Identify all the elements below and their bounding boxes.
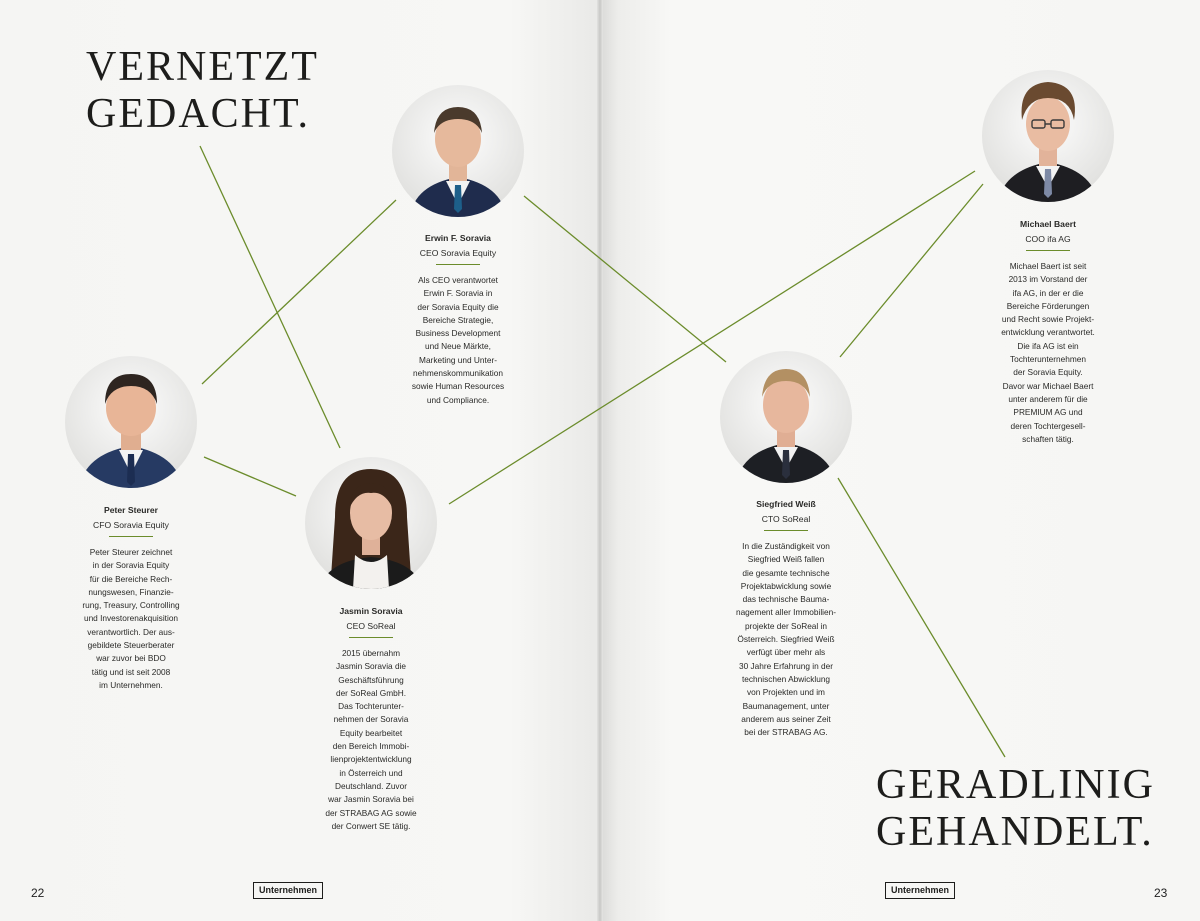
- bio-line: Geschäftsführung: [338, 674, 404, 685]
- page-number-left: 22: [31, 886, 45, 900]
- headline-left: [86, 44, 319, 138]
- bio-line: den Bereich Immobi-: [332, 741, 410, 752]
- bio-line: die gesamte technische: [742, 567, 830, 578]
- connector-line: [200, 146, 340, 448]
- bio-line: nehmen der Soravia: [333, 714, 409, 725]
- connector-line: [840, 184, 983, 357]
- bio-line: rung, Treasury, Controlling: [82, 600, 180, 611]
- bio-line: Die ifa AG ist ein: [1017, 340, 1079, 351]
- person-name: Siegfried Weiß: [756, 499, 816, 509]
- bio-line: Baumanagement, unter: [742, 700, 830, 711]
- bio-line: Als CEO verantwortet: [418, 275, 498, 285]
- bio-line: Bereiche Förderungen: [1006, 300, 1090, 311]
- bio-line: der Conwert SE tätig.: [331, 820, 411, 831]
- person-bio: [963, 260, 1133, 446]
- person-bio: [46, 546, 216, 692]
- bio-line: der Soravia Equity die: [417, 301, 499, 312]
- bio-line: war zuvor bei BDO: [96, 653, 166, 664]
- name-underline: [109, 536, 153, 537]
- connector-line: [204, 457, 296, 496]
- profile-peter-steurer: [46, 505, 216, 692]
- bio-line: gebildete Steuerberater: [87, 640, 175, 651]
- connector-line: [202, 200, 396, 384]
- bio-line: in der Soravia Equity: [92, 560, 170, 571]
- bio-line: unter anderem für die: [1008, 393, 1088, 404]
- bio-line: Marketing und Unter-: [419, 354, 497, 365]
- connector-line: [524, 196, 726, 362]
- bio-line: Das Tochterunter-: [338, 701, 404, 712]
- bio-line: lienprojektentwicklung: [330, 754, 412, 765]
- bio-line: nungswesen, Finanzie-: [88, 586, 174, 597]
- name-underline: [436, 264, 480, 265]
- name-underline: [349, 637, 393, 638]
- profile-erwin-soravia: [373, 233, 543, 407]
- bio-line: im Unternehmen.: [99, 679, 163, 690]
- bio-line: entwicklung verantwortet.: [1001, 327, 1095, 338]
- person-role: CTO SoReal: [761, 514, 811, 524]
- bio-line: 2015 übernahm: [341, 648, 401, 658]
- bio-line: Österreich. Siegfried Weiß: [737, 634, 835, 645]
- bio-line: tätig und ist seit 2008: [91, 666, 171, 677]
- bio-line: 30 Jahre Erfahrung in der: [738, 660, 834, 671]
- portrait-peter-steurer: [65, 356, 197, 488]
- bio-line: und Investorenakquisition: [83, 613, 179, 624]
- bio-line: anderem aus seiner Zeit: [741, 713, 831, 724]
- bio-line: Deutschland. Zuvor: [335, 780, 407, 791]
- headline-line: GEDACHT.: [86, 91, 311, 138]
- person-role: CFO Soravia Equity: [93, 520, 169, 530]
- bio-line: 2013 im Vorstand der: [1008, 274, 1088, 285]
- profile-jasmin-soravia: [286, 606, 456, 833]
- bio-line: Davor war Michael Baert: [1002, 380, 1094, 391]
- section-tag-right: Unternehmen: [885, 882, 955, 899]
- bio-line: Equity bearbeitet: [339, 727, 403, 738]
- bio-line: Erwin F. Soravia in: [423, 288, 493, 299]
- bio-line: nagement aller Immobilien-: [735, 607, 837, 618]
- bio-line: von Projekten und im: [747, 687, 825, 698]
- bio-line: der SoReal GmbH.: [335, 687, 407, 698]
- bio-line: der STRABAG AG sowie: [325, 807, 417, 818]
- bio-line: und Neue Märkte,: [425, 341, 491, 352]
- portrait-erwin-soravia: [392, 85, 524, 217]
- bio-line: bei der STRABAG AG.: [744, 727, 828, 738]
- bio-line: und Compliance.: [426, 394, 490, 405]
- bio-line: Tochterunternehmen: [1009, 354, 1087, 365]
- page-number-right: 23: [1154, 886, 1168, 900]
- portrait-michael-baert: [982, 70, 1114, 202]
- profile-michael-baert: [963, 219, 1133, 446]
- bio-line: für die Bereiche Rech-: [89, 573, 173, 584]
- name-underline: [764, 530, 808, 531]
- person-role: CEO SoReal: [346, 621, 396, 631]
- bio-line: Projektabwicklung sowie: [740, 580, 832, 591]
- bio-line: verantwortlich. Der aus-: [87, 626, 175, 637]
- bio-line: das technische Bauma-: [742, 594, 830, 605]
- person-bio: [373, 274, 543, 407]
- bio-line: Bereiche Strategie,: [422, 314, 494, 325]
- bio-line: Jasmin Soravia die: [335, 661, 407, 672]
- section-tag-left: Unternehmen: [253, 882, 323, 899]
- bio-line: schaften tätig.: [1022, 433, 1074, 444]
- bio-line: Michael Baert ist seit: [1009, 261, 1087, 271]
- bio-line: projekte der SoReal in: [744, 620, 828, 631]
- bio-line: Siegfried Weiß fallen: [747, 554, 825, 565]
- bio-line: und Recht sowie Projekt-: [1001, 314, 1095, 325]
- name-underline: [1026, 250, 1070, 251]
- bio-line: technischen Abwicklung: [741, 673, 831, 684]
- headline-right: [876, 762, 1155, 856]
- person-bio: [286, 647, 456, 833]
- person-name: Michael Baert: [1020, 219, 1076, 229]
- person-role: CEO Soravia Equity: [419, 248, 497, 258]
- bio-line: war Jasmin Soravia bei: [328, 794, 414, 805]
- headline-line: GERADLINIG: [876, 762, 1155, 808]
- person-name: Peter Steurer: [104, 505, 158, 515]
- profile-siegfried-weiss: [701, 499, 871, 739]
- bio-line: In die Zuständigkeit von: [742, 541, 830, 551]
- bio-line: Business Development: [415, 328, 501, 339]
- bio-line: der Soravia Equity.: [1013, 367, 1083, 378]
- bio-line: deren Tochtergesell-: [1010, 420, 1086, 431]
- bio-line: ifa AG, in der er die: [1012, 287, 1084, 298]
- person-bio: [701, 540, 871, 739]
- bio-line: Peter Steurer zeichnet: [89, 547, 173, 557]
- bio-line: sowie Human Resources: [411, 381, 505, 392]
- bio-line: in Österreich und: [339, 767, 403, 778]
- bio-line: verfügt über mehr als: [746, 647, 826, 658]
- person-role: COO ifa AG: [1025, 234, 1071, 244]
- portrait-siegfried-weiss: [720, 351, 852, 483]
- headline-line: VERNETZT: [86, 44, 319, 90]
- bio-line: nehmenskommunikation: [413, 368, 503, 379]
- bio-line: PREMIUM AG und: [1013, 407, 1083, 418]
- person-name: Erwin F. Soravia: [425, 233, 491, 243]
- portrait-jasmin-soravia: [305, 457, 437, 589]
- headline-line: GEHANDELT.: [876, 809, 1154, 856]
- person-name: Jasmin Soravia: [339, 606, 403, 616]
